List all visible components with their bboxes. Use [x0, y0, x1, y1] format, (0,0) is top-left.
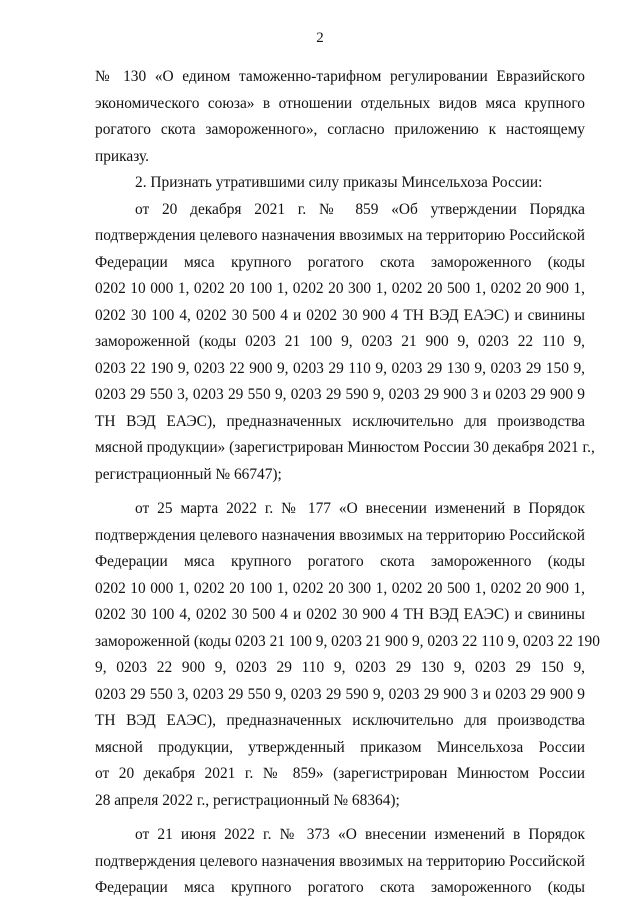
text-line: 0202 10 000 1, 0202 20 100 1, 0202 20 300 1, 0202 20 500 1, 0202 20 900 1, — [95, 280, 585, 297]
text-line: № 130 «О едином таможенно-тарифном регулировании Евразийского — [95, 68, 585, 85]
text-line: ТН ВЭД ЕАЭС), предназначенных исключительно для производства — [95, 412, 585, 430]
text-line: ТН ВЭД ЕАЭС), предназначенных исключительно для производства — [95, 712, 585, 729]
text-line: 0203 29 550 3, 0203 29 550 9, 0203 29 590 9, 0203 29 900 3 и 0203 29 900 9 — [95, 386, 585, 403]
text-line: 0202 30 100 4, 0202 30 500 4 и 0202 30 900 4 ТН ВЭД ЕАЭС) и свинины — [95, 306, 585, 324]
text-line: мясной продукции» (зарегистрирован Минюстом России 30 декабря 2021 г., — [95, 439, 595, 456]
text-line: мясной продукции, утвержденный приказом Минсельхоза России — [95, 738, 585, 756]
text-line: экономического союза» в отношении отдельных видов мяса крупного — [95, 94, 585, 112]
text-line: Федерации мяса крупного рогатого скота замороженного (коды — [95, 253, 585, 271]
text-line: от 25 марта 2022 г. № 177 «О внесении изменений в Порядок — [135, 500, 585, 517]
text-line: от 21 июня 2022 г. № 373 «О внесении изменений в Порядок — [135, 826, 585, 843]
paragraph-gap — [95, 814, 585, 822]
text-line: 0202 30 100 4, 0202 30 500 4 и 0202 30 900 4 ТН ВЭД ЕАЭС) и свинины — [95, 606, 585, 623]
text-line: Федерации мяса крупного рогатого скота замороженного (коды — [95, 553, 585, 570]
text-line: замороженной (коды 0203 21 100 9, 0203 21 900 9, 0203 22 110 9, — [95, 333, 585, 350]
text-line: приказу. — [95, 147, 150, 165]
text-line: подтверждения целевого назначения ввозимых на территорию Российской — [95, 227, 585, 244]
text-line: 0202 10 000 1, 0202 20 100 1, 0202 20 300 1, 0202 20 500 1, 0202 20 900 1, — [95, 579, 585, 597]
text-line: регистрационный № 66747); — [95, 465, 282, 483]
text-line: 9, 0203 22 900 9, 0203 29 110 9, 0203 29 130 9, 0203 29 150 9, — [95, 659, 585, 676]
text-line: от 20 декабря 2021 г. № 859 «Об утверждении Порядка — [135, 200, 585, 218]
text-line: 0203 22 190 9, 0203 22 900 9, 0203 29 110 9, 0203 29 130 9, 0203 29 150 9, — [95, 359, 585, 377]
paragraph-gap — [95, 488, 585, 496]
text-line: от 20 декабря 2021 г. № 859» (зарегистрирован Минюстом России — [95, 765, 585, 782]
text-line: подтверждения целевого назначения ввозимых на территорию Российской — [95, 852, 585, 870]
text-line: замороженной (коды 0203 21 100 9, 0203 21 900 9, 0203 22 110 9, 0203 22 190 — [95, 632, 600, 650]
page-number: 2 — [316, 30, 324, 46]
text-line: Федерации мяса крупного рогатого скота замороженного (коды — [95, 879, 585, 896]
document-body — [95, 64, 600, 902]
text-line: 0203 29 550 3, 0203 29 550 9, 0203 29 590 9, 0203 29 900 3 и 0203 29 900 9 — [95, 685, 585, 703]
text-line: подтверждения целевого назначения ввозимых на территорию Российской — [95, 526, 585, 544]
section-heading: 2. Признать утратившими силу приказы Минсельхоза России: — [135, 174, 543, 191]
text-line: рогатого скота замороженного», согласно приложению к настоящему — [95, 121, 585, 138]
text-line: 28 апреля 2022 г., регистрационный № 68364); — [95, 791, 400, 809]
